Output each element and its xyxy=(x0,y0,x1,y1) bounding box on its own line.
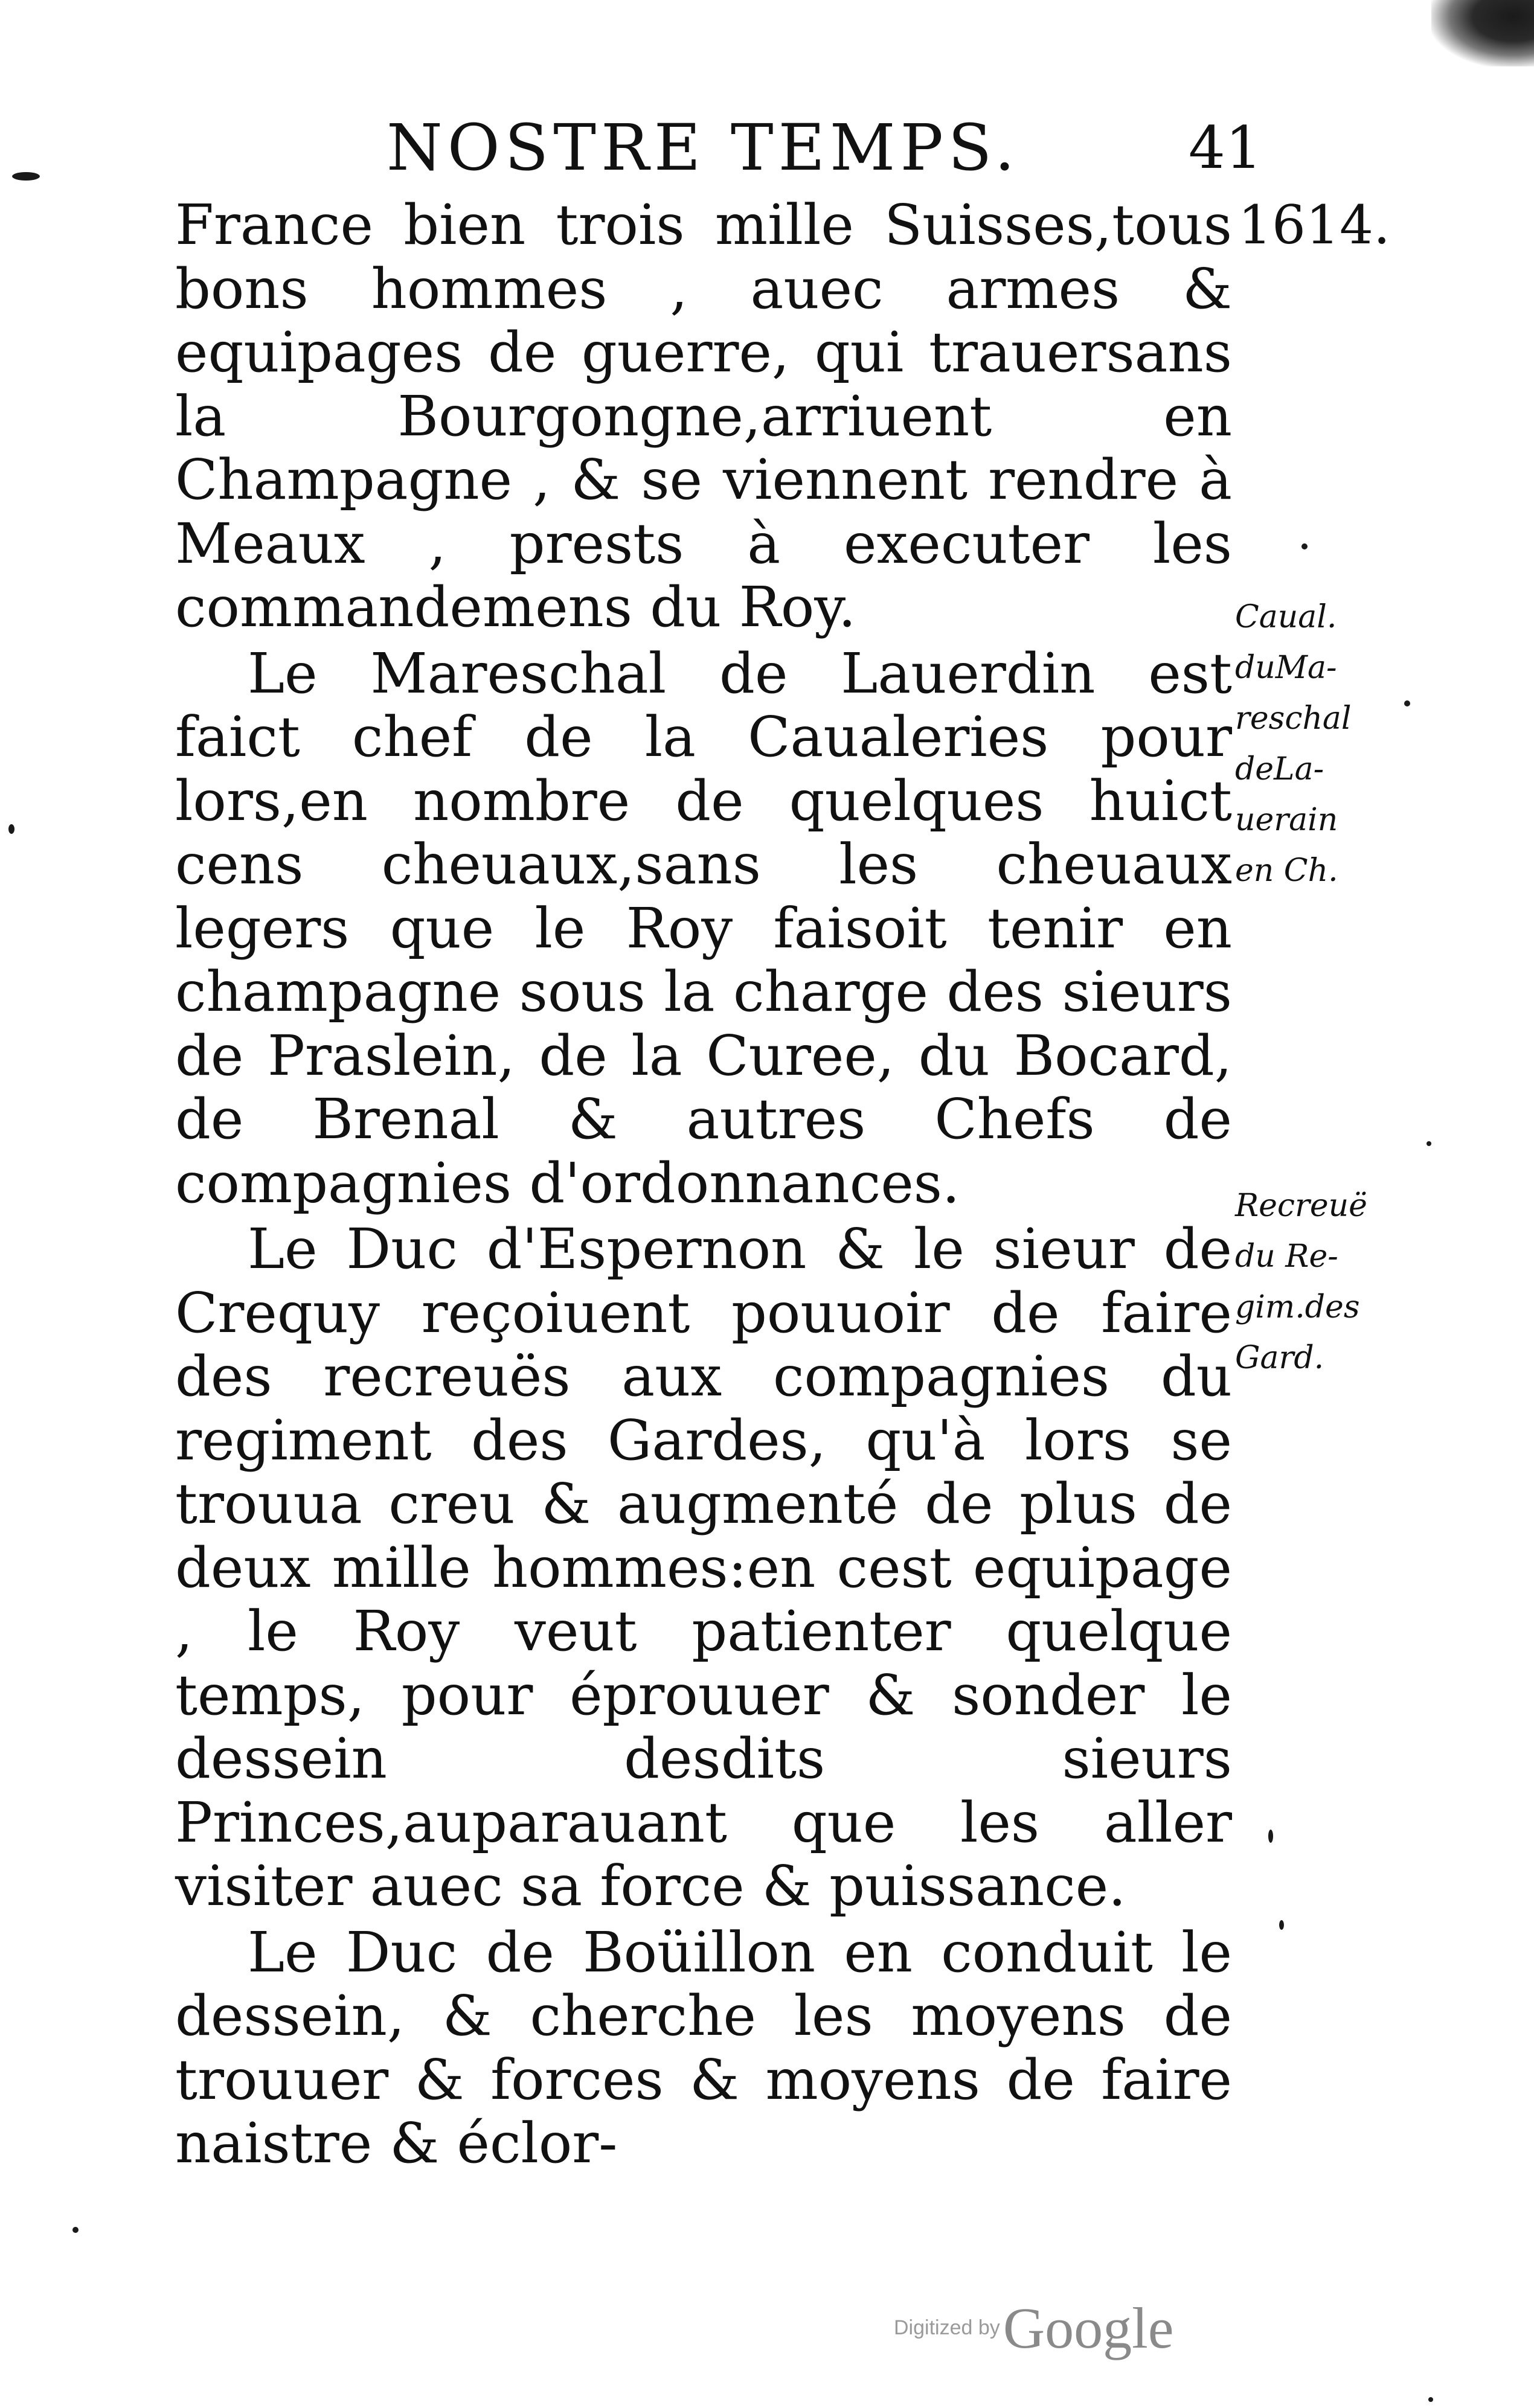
paragraph-cavalry: Le Mareschal de Lauerdin est faict chef de la Caualeries pour lors,en nombre de quelques huict cens cheuaux,sans les cheuaux legers que le Roy faisoit tenir en champagne sous la charge des sieurs de Praslein, de la Curee, du Bocard, de Brenal & autres Chefs de compagnies d'ordonnances. xyxy=(175,641,1232,1215)
digitized-by-label: Digitized by xyxy=(894,2316,1000,2339)
ink-speck xyxy=(8,824,14,834)
ink-speck xyxy=(1301,543,1308,549)
page-header xyxy=(387,103,1262,193)
ink-blot-corner xyxy=(1431,0,1534,66)
ink-speck xyxy=(72,2227,79,2233)
ink-speck xyxy=(12,172,40,181)
digitized-by-google-watermark xyxy=(894,2294,1173,2362)
paragraph-guards: Le Duc d'Espernon & le sieur de Crequy reçoiuent pouuoir de faire des recreuës aux compagnies du regiment des Gardes, qu'à lors se trouua creu & augmenté de plus de deux mille hommes:en cest equipage , le Roy veut patienter quelque temps, pour éprouuer & sonder le dessein desdits sieurs Princes,auparauant que les aller visiter auec sa force & puissance. xyxy=(175,1217,1232,1918)
ink-speck xyxy=(1428,2397,1433,2402)
margin-note-guards: Recreuë du Re- gim.des Gard. xyxy=(1235,1188,1367,1376)
paragraph-swiss-troops: France bien trois mille Suisses,tous bons hommes , auec armes & equipages de guerre, qui trauersans la Bourgongne,arriuent en Champagne , & se viennent rendre à Meaux , prests à executer les commandemens du Roy. xyxy=(175,193,1232,639)
google-logo: Google xyxy=(1003,2296,1174,2360)
ink-speck xyxy=(1426,1141,1431,1146)
body-text xyxy=(175,193,1232,2176)
paragraph-bouillon: Le Duc de Boüillon en conduit le dessein, & cherche les moyens de trouuer & forces & moyens de faire naistre & éclor- xyxy=(175,1920,1232,2176)
ink-speck xyxy=(1279,1920,1284,1930)
ink-speck xyxy=(1268,1830,1273,1843)
ink-speck xyxy=(1404,700,1410,706)
margin-year: 1614. xyxy=(1238,194,1390,256)
page-number: 41 xyxy=(1188,114,1262,182)
running-head: NOSTRE TEMPS. xyxy=(387,110,1020,185)
margin-note-cavalry: Caual. duMa- reschal deLa- uerain en Ch. xyxy=(1235,599,1352,889)
